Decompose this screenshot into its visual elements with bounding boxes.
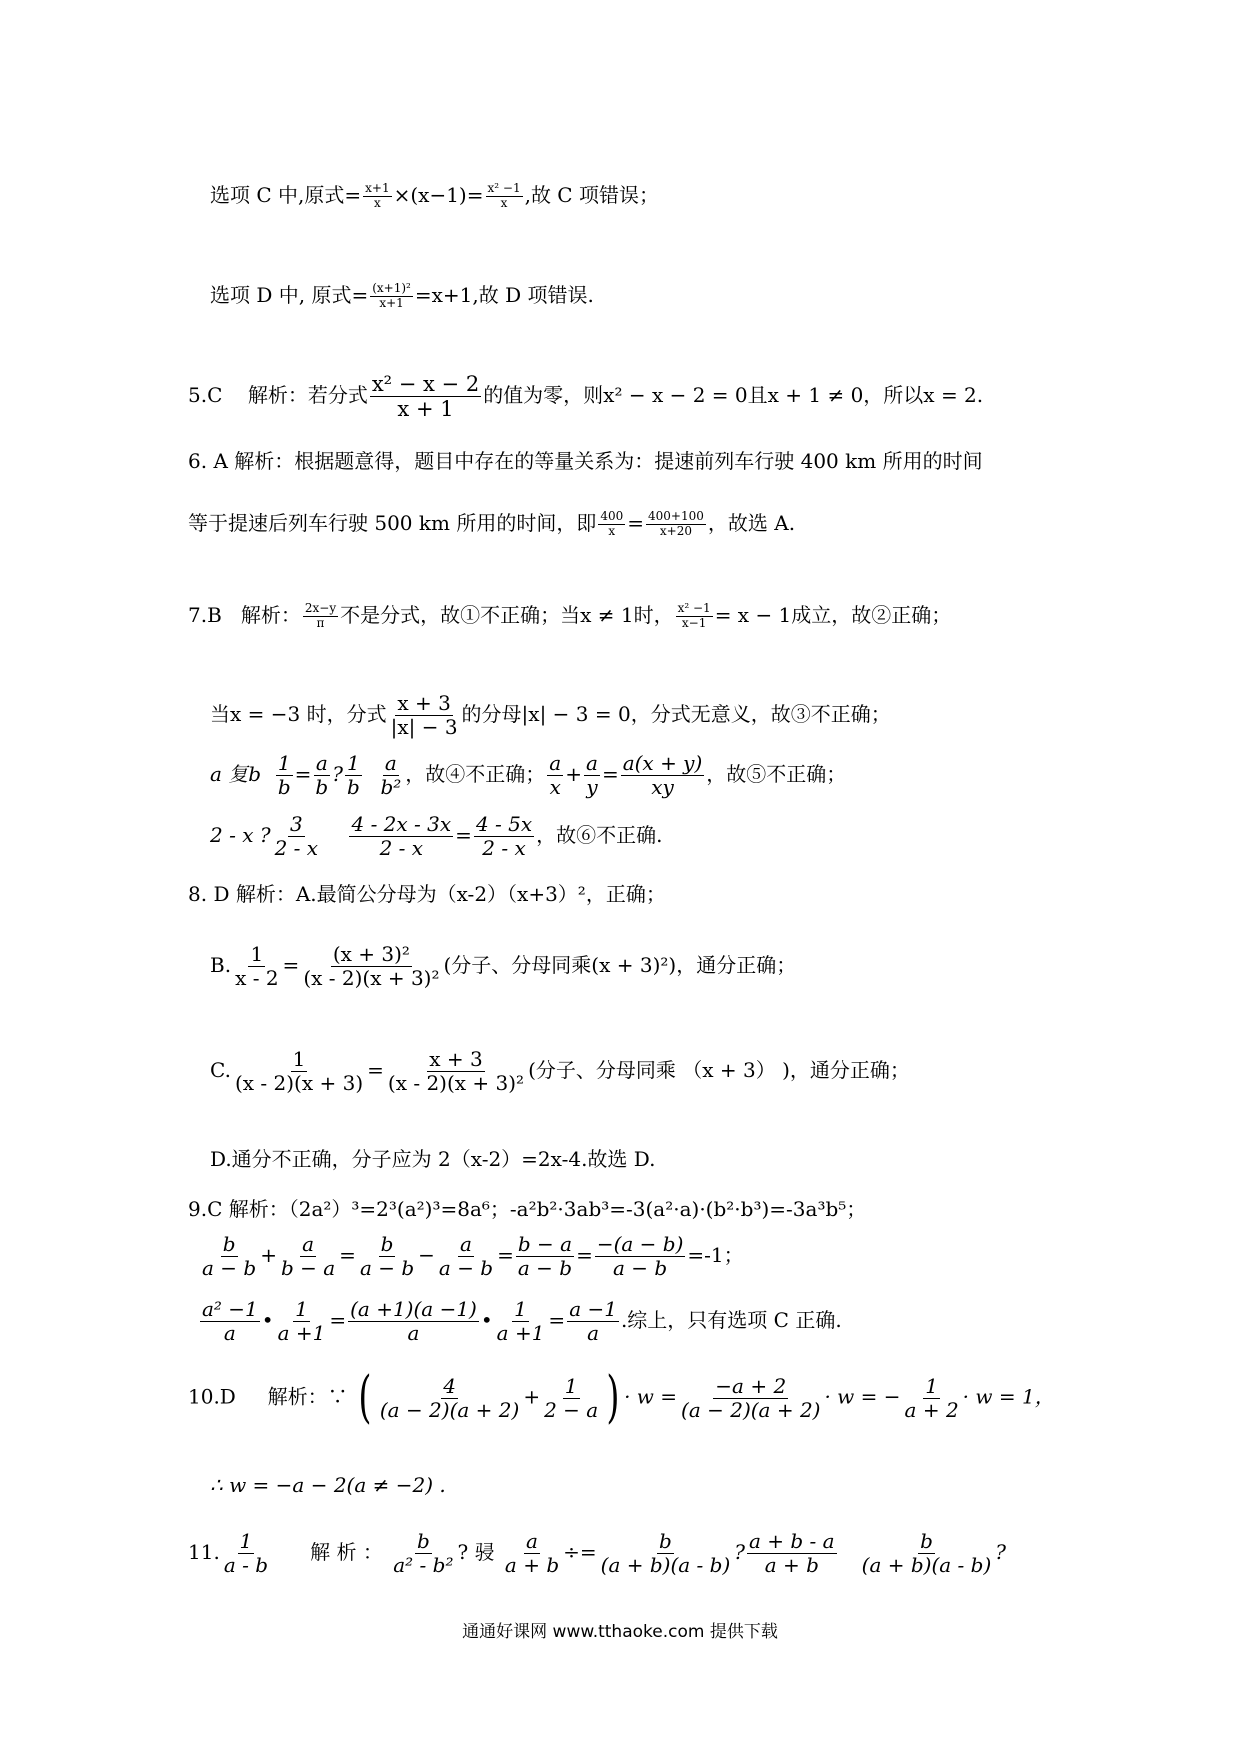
right-paren: ) [606, 1365, 620, 1430]
fraction: $\frac{\text{x² −1}}{x}$ [487, 181, 521, 210]
question-9-line-1: 9.C 解析：（2a²）³=2³(a²)³=8a⁶；-a²b²·3ab³=-3(a²·a)·(b²·b³)=-3a³b⁵； [188, 1197, 867, 1221]
fraction: $\frac{1}{a +1}$ [496, 1297, 545, 1345]
fraction: $\frac{b}{a - b}$ [359, 1232, 415, 1280]
question-7-line-4: 2 - x ? $\frac{3}{2 - x}$ $\frac{4 - 2x - 3x}{2 - x}$ = $\frac{4 - 5x}{2 - x}$ ，故⑥不正确. [210, 812, 663, 860]
fraction: $\frac{1}{b}$ [277, 751, 291, 799]
question-8-line-4: D.通分不正确，分子应为 2（x-2）=2x-4.故选 D. [210, 1147, 656, 1171]
question-10-line-1: 10.D 解析：∵ ( $\frac{4}{(a - 2)(a + 2)}$ + $\frac{1}{2 - a}$ ) · w = $\frac{-a + 2}{(a - 2)(a + 2)}$ · w = − $\frac{1}{a + 2}$ · w = 1， [188, 1365, 1055, 1430]
question-7-line-1: 7.B 解析： $\frac{2x-y}{\pi}$ 不是分式，故①不正确；当x ≠ 1时， $\frac{\text{x² −1}}{x-1}$ = x − 1成立，故②正确； [188, 601, 952, 630]
fraction: $\frac{-(a - b)}{a - b}$ [596, 1232, 684, 1280]
question-7-line-2: 当x = −3 时，分式 $\frac{x + 3}{|x| - 3}$ 的分母|x| − 3 = 0，分式无意义，故③不正确； [210, 691, 891, 739]
question-11-line: 11. $\frac{1}{a - b}$ 解 析 ： $\frac{b}{\text{a² - b²}}$ ? 骎 $\frac{a}{a + b}$ ÷= $\frac{b}{(a + b)(a - b)}$ ? $\frac{a + b - a}{a + b}$ $\frac{b}{(a + b)(a - b)}$ ? [188, 1529, 1007, 1577]
question-10-line-2: ∴ w = −a − 2(a ≠ −2) . [210, 1473, 446, 1497]
fraction: $\frac{b}{(a + b)(a - b)}$ [861, 1529, 992, 1577]
fraction: $\frac{a -1}{a}$ [569, 1297, 617, 1345]
fraction: $\frac{b - a}{a - b}$ [517, 1232, 573, 1280]
fraction: $\frac{a}{a + b}$ [504, 1529, 560, 1577]
question-8-line-3: C. $\frac{1}{(x - 2)(x + 3)}$ = $\frac{x + 3}{\text{(x - 2)(x + 3)²}}$ (分子、分母同乘 （x + 3） )，通分正确； [210, 1047, 910, 1095]
fraction: $\frac{1}{a + 2}$ [904, 1373, 959, 1422]
fraction: $\frac{x + 3}{\text{(x - 2)(x + 3)²}}$ [387, 1047, 525, 1095]
fraction: $\frac{400}{x}$ [600, 509, 624, 538]
fraction: $\frac{\text{a² −1}}{a}$ [202, 1297, 258, 1345]
question-6-line-1: 6. A 解析：根据题意得，题目中存在的等量关系为：提速前列车行驶 400 km 所用的时间 [188, 449, 983, 473]
fraction: $\frac{x+1}{x}$ [365, 181, 390, 210]
fraction: $\frac{4 - 2x - 3x}{2 - x}$ [351, 812, 452, 860]
question-8-line-2: B. $\frac{1}{x - 2}$ = $\frac{\text{(x + 3)²}}{\text{(x - 2)(x + 3)²}}$ (分子、分母同乘(x + 3)²)，通分正确； [210, 942, 797, 990]
question-8-line-1: 8. D 解析：A.最简公分母为（x-2）（x+3）²，正确； [188, 882, 666, 906]
fraction: $\frac{a}{a - b}$ [438, 1232, 494, 1280]
fraction: $\frac{1}{2 - a}$ [544, 1373, 599, 1422]
fraction: $\frac{a}{b}$ [315, 751, 329, 799]
left-paren: ( [358, 1365, 372, 1430]
fraction: $\frac{a}{y}$ [586, 751, 598, 799]
question-6-line-2: 等于提速后列车行驶 500 km 所用的时间，即 $\frac{400}{x}$ = $\frac{400+100}{x+20}$ ，故选 A. [188, 509, 796, 538]
fraction: $\frac{a}{x}$ [549, 751, 562, 799]
fraction: $\frac{1}{b}$ [346, 751, 360, 799]
fraction: $\frac{a + b - a}{a + b}$ [748, 1529, 835, 1577]
fraction: $\frac{1}{a - b}$ [223, 1529, 269, 1577]
question-5-line: 5.C 解析：若分式 $\frac{\text{x² − x − 2}}{x + 1}$ 的值为零，则x² − x − 2 = 0且x + 1 ≠ 0，所以x = 2. [188, 372, 984, 422]
option-d-line: 选项 D 中, 原式= $\frac{\text{(x+1)²}}{x+1}$ =x+1,故 D 项错误. [210, 281, 594, 310]
fraction: $\frac{4 - 5x}{2 - x}$ [475, 812, 533, 860]
fraction: $\frac{-a + 2}{(a - 2)(a + 2)}$ [681, 1373, 821, 1422]
fraction: $\frac{a}{b - a}$ [280, 1232, 336, 1280]
fraction: $\frac{a}{\text{b²}}$ [380, 751, 402, 799]
fraction: $\frac{x + 3}{|x| - 3}$ [390, 691, 458, 739]
fraction: $\frac{2x-y}{\pi}$ [304, 601, 337, 630]
fraction: $\frac{a(x + y)}{xy}$ [622, 751, 703, 799]
question-7-line-3: a 复b $\frac{1}{b}$ = $\frac{a}{b}$ ? $\frac{1}{b}$ $\frac{a}{\text{b²}}$ ，故④不正确； $\frac{a}{x}$ + $\frac{a}{y}$ = $\frac{a(x + y)}{xy}$ ，故⑤不正确； [210, 751, 847, 799]
fraction: $\frac{1}{x - 2}$ [235, 942, 279, 990]
fraction: $\frac{\text{x² −1}}{x-1}$ [677, 601, 711, 630]
fraction: $\frac{\text{x² − x − 2}}{x + 1}$ [371, 372, 480, 422]
fraction: $\frac{b}{\text{a² - b²}}$ [393, 1529, 454, 1577]
question-9-line-2: $\frac{b}{a - b}$ + $\frac{a}{b - a}$ = $\frac{b}{a - b}$ − $\frac{a}{a - b}$ = $\frac{b - a}{a - b}$ = $\frac{-(a - b)}{a - b}$ =-1； [202, 1232, 744, 1280]
fraction: $\frac{\text{(x + 3)²}}{\text{(x - 2)(x + 3)²}}$ [303, 942, 440, 990]
fraction: $\frac{(a +1)(a -1)}{a}$ [350, 1297, 477, 1345]
fraction: $\frac{\text{(x+1)²}}{x+1}$ [372, 281, 411, 310]
question-9-line-3: $\frac{\text{a² −1}}{a}$ • $\frac{1}{a +1}$ = $\frac{(a +1)(a -1)}{a}$ • $\frac{1}{a +1}$ = $\frac{a -1}{a}$ .综上，只有选项 C 正确. [202, 1297, 842, 1345]
fraction: $\frac{1}{(x - 2)(x + 3)}$ [234, 1047, 364, 1095]
fraction: $\frac{3}{2 - x}$ [274, 812, 319, 860]
fraction: $\frac{400+100}{x+20}$ [648, 509, 704, 538]
fraction: $\frac{b}{(a + b)(a - b)}$ [600, 1529, 731, 1577]
fraction: $\frac{b}{a - b}$ [202, 1232, 257, 1280]
fraction: $\frac{1}{a +1}$ [277, 1297, 326, 1345]
fraction: $\frac{4}{(a - 2)(a + 2)}$ [379, 1373, 520, 1422]
option-c-line: 选项 C 中,原式= $\frac{x+1}{x}$ ×(x−1)= $\frac{\text{x² −1}}{x}$ ,故 C 项错误； [210, 181, 659, 210]
page-footer: 通通好课网 www.tthaoke.com 提供下载 [462, 1622, 778, 1642]
